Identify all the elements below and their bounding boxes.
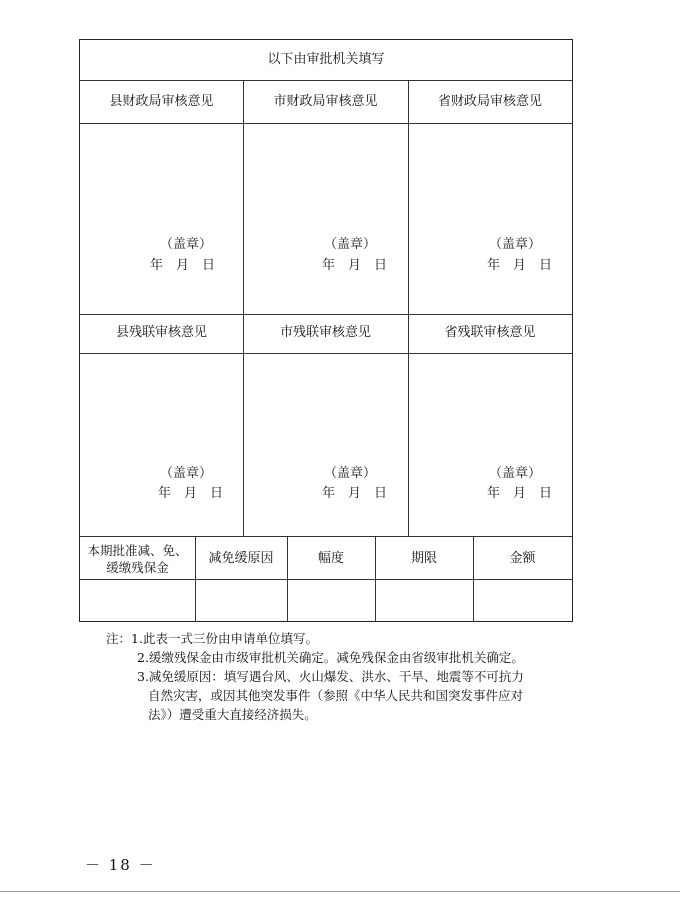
note-item-3-line3: 法》）遭受重大直接经济损失。 — [148, 707, 317, 722]
column-divider — [375, 536, 376, 621]
note-item-1: 1.此表一式三份由申请单位填写。 — [131, 631, 318, 646]
county-dpf-review-label: 县残联审核意见 — [115, 325, 207, 340]
province-dpf-review-label: 省残联审核意见 — [444, 325, 536, 340]
county-finance-seal: （盖章） — [160, 237, 213, 252]
county-dpf-seal: （盖章） — [160, 466, 213, 481]
page-number: － 18 － — [85, 856, 156, 874]
row-divider — [80, 314, 572, 315]
city-finance-date: 年 月 日 — [322, 258, 388, 273]
note-item-2: 2.缓缴残保金由市级审批机关确定。减免残保金由省级审批机关确定。 — [137, 650, 524, 665]
province-dpf-date: 年 月 日 — [487, 486, 553, 501]
column-divider — [408, 80, 409, 536]
city-dpf-review-label: 市残联审核意见 — [279, 325, 371, 340]
extent-label: 幅度 — [317, 551, 344, 566]
note-prefix: 注： — [106, 631, 132, 646]
county-finance-date: 年 月 日 — [150, 258, 216, 273]
amount-label: 金额 — [509, 551, 536, 566]
row-divider — [80, 80, 572, 81]
approved-item-label-line1: 本期批准减、免、 — [87, 543, 188, 558]
county-finance-review-label: 县财政局审核意见 — [109, 94, 214, 109]
city-finance-review-label: 市财政局审核意见 — [273, 94, 378, 109]
row-divider — [80, 579, 572, 580]
column-divider — [287, 536, 288, 621]
city-dpf-seal: （盖章） — [324, 466, 377, 481]
column-divider — [195, 536, 196, 621]
province-finance-date: 年 月 日 — [487, 258, 553, 273]
page-bottom-divider — [0, 891, 680, 892]
province-finance-review-label: 省财政局审核意见 — [437, 94, 542, 109]
note-item-3-line2: 自然灾害，或因其他突发事件（参照《中华人民共和国突发事件应对 — [148, 688, 524, 703]
approval-form-table — [79, 39, 573, 622]
province-finance-seal: （盖章） — [489, 237, 542, 252]
form-header: 以下由审批机关填写 — [267, 52, 385, 67]
note-line-1 — [106, 629, 524, 648]
column-divider — [243, 80, 244, 536]
note-item-3-line1: 3.减免缓原因：填写遇台风、火山爆发、洪水、干旱、地震等不可抗力 — [137, 669, 524, 684]
column-divider — [473, 536, 474, 621]
city-finance-seal: （盖章） — [324, 237, 377, 252]
approved-item-label-line2: 缓缴残保金 — [106, 560, 169, 575]
form-notes — [106, 629, 524, 724]
reduction-reason-label: 减免缓原因 — [208, 551, 274, 566]
province-dpf-seal: （盖章） — [489, 466, 542, 481]
row-divider — [80, 536, 572, 537]
city-dpf-date: 年 月 日 — [322, 486, 388, 501]
row-divider — [80, 353, 572, 354]
county-dpf-date: 年 月 日 — [158, 486, 224, 501]
duration-label: 期限 — [410, 551, 437, 566]
row-divider — [80, 123, 572, 124]
